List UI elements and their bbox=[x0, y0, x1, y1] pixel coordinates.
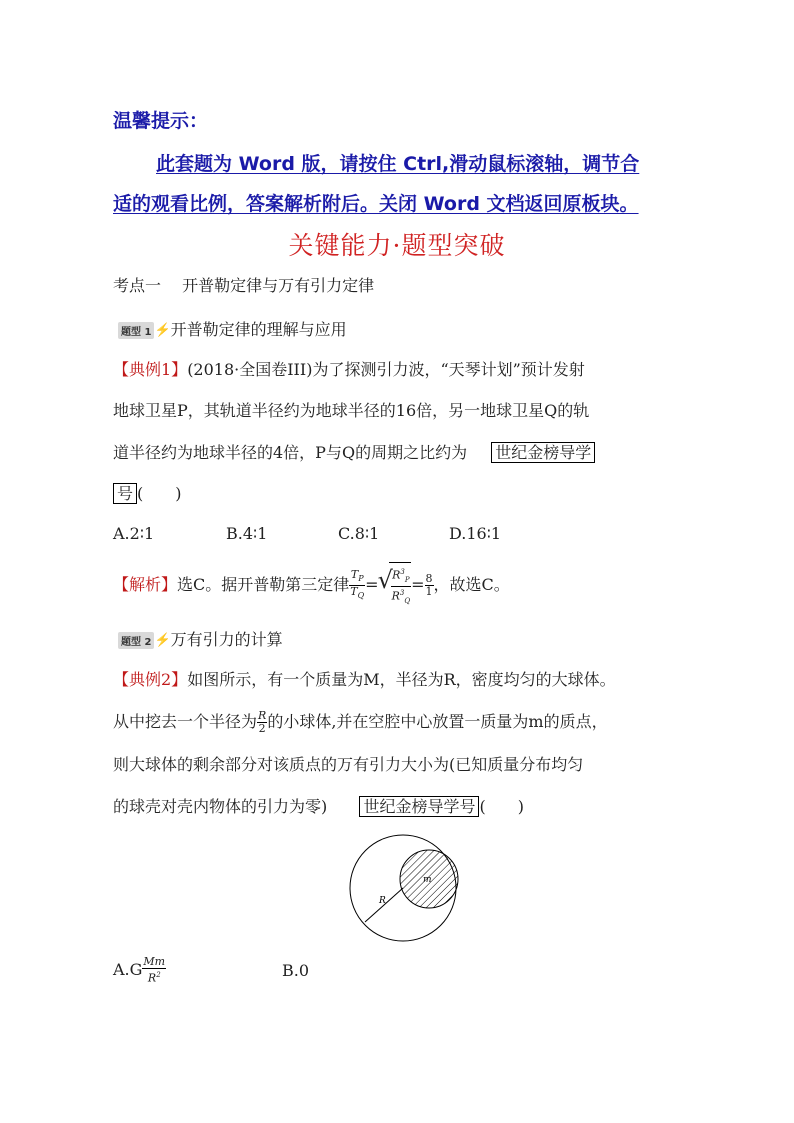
ex1-label: 【典例1】 bbox=[113, 360, 188, 379]
ex2-line4 bbox=[113, 794, 524, 817]
type2-title: 万有引力的计算 bbox=[170, 630, 283, 649]
tip-line-2: 适的观看比例，答案解析附后。关闭 Word 文档返回原板块。 bbox=[113, 193, 639, 215]
ex2-option-b: B.0 bbox=[282, 961, 310, 980]
fig-label-R: R bbox=[379, 896, 386, 906]
ex1-option-b: B.4∶1 bbox=[226, 524, 268, 543]
ex1-text1: (2018·全国卷III)为了探测引力波，“天琴计划”预计发射 bbox=[187, 360, 585, 379]
type2-heading bbox=[118, 627, 283, 650]
jiexi-pre: 选C。据开普勒第三定律 bbox=[177, 575, 350, 594]
bolt-icon: ⚡ bbox=[154, 633, 171, 648]
ex1-line3 bbox=[113, 440, 595, 463]
type1-heading bbox=[118, 317, 347, 340]
ex1-option-c: C.8∶1 bbox=[338, 524, 380, 543]
jiexi-label: 【解析】 bbox=[113, 575, 178, 594]
optA-pre: A.G bbox=[113, 960, 143, 979]
type1-title: 开普勒定律的理解与应用 bbox=[170, 320, 347, 339]
ex1-option-d: D.16∶1 bbox=[449, 524, 502, 543]
eight-over-one: $\frac{8}{1}$ bbox=[425, 572, 433, 598]
ex1-option-a: A.2∶1 bbox=[113, 524, 155, 543]
equals-2: = bbox=[411, 575, 425, 594]
ex1-paren: ( ) bbox=[137, 484, 182, 503]
ex1-box-b: 号 bbox=[113, 483, 137, 504]
ex1-line2: 地球卫星P，其轨道半径约为地球半径的16倍，另一地球卫星Q的轨 bbox=[113, 401, 590, 420]
equals-1: = bbox=[365, 575, 379, 594]
jiexi-post: ，故选C。 bbox=[433, 575, 510, 594]
ex2-text1: 如图所示，有一个质量为M，半径为R，密度均匀的大球体。 bbox=[187, 670, 616, 689]
ex2-box: 世纪金榜导学号 bbox=[359, 796, 479, 817]
fig-label-m: m bbox=[423, 875, 432, 885]
type-badge: 题型 1 bbox=[118, 322, 154, 339]
ex2-text4: 的球壳对壳内物体的引力为零) bbox=[113, 797, 328, 816]
ex2-paren: ( ) bbox=[479, 797, 524, 816]
ex1-line1 bbox=[113, 357, 585, 380]
ex2-text2-pre: 从中挖去一个半径为 bbox=[113, 712, 258, 731]
ex1-text3: 道半径约为地球半径的4倍，P与Q的周期之比约为 bbox=[113, 443, 468, 462]
r-over-2: $\frac{R}{2}$ bbox=[258, 709, 267, 735]
tp-tq-fraction: $\frac{T_P}{T_Q}$ bbox=[350, 567, 365, 601]
ex2-label: 【典例2】 bbox=[113, 670, 188, 689]
sqrt-ratio: √ $\frac{R^3_P}{R^3_Q}$ bbox=[389, 562, 412, 609]
ex2-text2-post: 的小球体,并在空腔中心放置一质量为m的质点， bbox=[267, 712, 608, 731]
ex1-line4 bbox=[113, 481, 182, 504]
ex2-line2 bbox=[113, 702, 608, 742]
ex2-line3: 则大球体的剩余部分对该质点的万有引力大小为(已知质量分布均匀 bbox=[113, 755, 584, 774]
ex2-line1 bbox=[113, 667, 616, 690]
tip-line-1: 此套题为 Word 版，请按住 Ctrl,滑动鼠标滚轴，调节合 bbox=[156, 153, 640, 175]
ex1-box-a: 世纪金榜导学 bbox=[491, 442, 595, 463]
tip-title: 温馨提示： bbox=[113, 110, 209, 132]
ex2-option-a bbox=[113, 950, 166, 990]
sphere-figure bbox=[345, 833, 465, 943]
bolt-icon: ⚡ bbox=[154, 323, 171, 338]
type-badge: 题型 2 bbox=[118, 632, 154, 649]
jiexi-line bbox=[113, 562, 510, 609]
section-title: 关键能力·题型突破 bbox=[288, 231, 506, 260]
kaodian-heading: 考点一 开普勒定律与万有引力定律 bbox=[113, 276, 375, 295]
mm-over-r2: $\frac{Mm}{R^2}$ bbox=[143, 955, 166, 985]
